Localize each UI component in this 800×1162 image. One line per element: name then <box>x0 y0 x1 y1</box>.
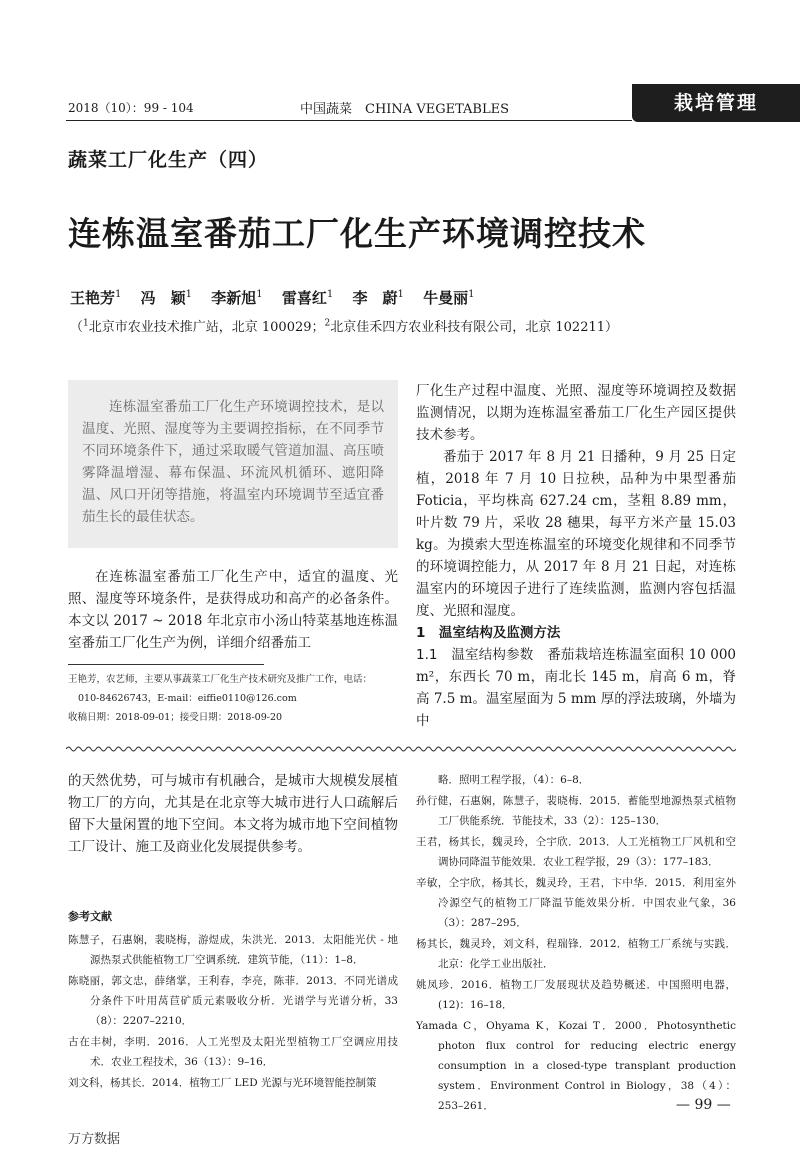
previous-article-tail <box>68 770 398 858</box>
author: 冯 颖$^1$ <box>140 289 193 307</box>
source-watermark: 万方数据 <box>68 1132 121 1147</box>
reference-item: 孙行健，石惠娴，陈慧子，裴晓梅．2015．蓄能型地源热泵式植物工厂供能系统．节能技术，33（2）：125–130． <box>416 795 736 827</box>
reference-item: 陈晓丽，郭文忠，薛绪掌，王利春，李亮，陈菲．2013．不同光谱成分条件下叶用莴苣矿质元素吸收分析．光谱学与光谱分析，33（8）：2207–2210． <box>68 975 398 1027</box>
right-column <box>416 380 736 732</box>
intro-continued: 厂化生产过程中温度、光照、湿度等环境调控及数据监测情况，以期为连栋温室番茄工厂化生产园区提供技术参考。 <box>416 383 736 443</box>
subsection-paragraph: 1.1 温室结构参数 番茄栽培连栋温室面积 10 000 m²，东西长 70 m，南北长 145 m，肩高 6 m，脊高 7.5 m。温室屋面为 5 mm 厚的浮法玻璃，外墙为中 <box>416 647 737 729</box>
wavy-separator <box>66 745 736 753</box>
article-title: 连栋温室番茄工厂化生产环境调控技术 <box>68 214 646 253</box>
reference-item: 辛敏，仝宇欣，杨其长，魏灵玲，王君，卞中华．2015．利用室外冷源空气的植物工厂降温节能效果分析．中国农业气象，36（3）：287–295． <box>416 877 736 929</box>
author-list <box>70 287 489 308</box>
intro-paragraph: 在连栋温室番茄工厂化生产中，适宜的温度、光照、湿度等环境条件，是获得成功和高产的必备条件。本文以 2017 ~ 2018 年北京市小汤山特菜基地连栋温室番茄工厂化生产为例，详细介绍番茄工 <box>68 569 398 651</box>
header-rule <box>66 120 632 121</box>
references-right <box>416 770 736 1117</box>
author: 李新旭$^1$ <box>211 289 263 307</box>
footnote-contact: 010-84626743，E-mail：eiffie0110@126.com <box>78 693 297 704</box>
footnote-dates: 收稿日期：2018-09-01；接受日期：2018-09-20 <box>68 712 283 723</box>
author: 王艳芳$^1$ <box>70 289 122 307</box>
reference-item: 姚凤珍．2016．植物工厂发展现状及趋势概述．中国照明电器，(12)：16–18． <box>416 979 736 1011</box>
citation-info: 2018（10）：99 - 104 <box>68 101 194 115</box>
reference-item: 略．照明工程学报，（4）：6–8． <box>438 774 590 786</box>
reference-item: 王君，杨其长，魏灵玲，仝宇欣．2013．人工光植物工厂风机和空调协同降温节能效果．农业工程学报，29（3）：177–183． <box>416 836 736 868</box>
reference-item: 杨其长，魏灵玲，刘文科，程瑞锋．2012．植物工厂系统与实践．北京：化学工业出版社． <box>416 938 736 970</box>
reference-item: Yamada C，Ohyama K，Kozai T．2000．Photosynthetic photon flux control for reducing electric energy consumption in a closed-type transplant production system．Environment Control in Biology，38（4）：253–261． <box>416 1020 736 1112</box>
references-heading: 参考文献 <box>68 910 112 923</box>
subsection-heading: 1.1 温室结构参数 <box>416 647 534 663</box>
section-heading: 1 温室结构及监测方法 <box>416 625 561 641</box>
journal-name: 中国蔬菜 CHINA VEGETABLES <box>300 102 509 117</box>
author: 李 蔚$^1$ <box>352 289 404 307</box>
series-title: 蔬菜工厂化生产（四） <box>68 149 269 171</box>
reference-item: 陈慧子，石惠娴，裴晓梅，游煜成，朱洪光．2013．太阳能光伏 - 地源热泵式供能植物工厂空调系统．建筑节能，（11）：1–8． <box>68 934 398 966</box>
cultivation-paragraph: 番茄于 2017 年 8 月 21 日播种，9 月 25 日定植，2018 年 7 月 10 日拉秧，品种为中果型番茄 Foticia，平均株高 627.24 cm，茎粗 8.89 mm，叶片数 79 片，采收 28 穗果，每平方米产量 15.03 kg。为摸索大型连栋温室的环境变化规律和不同季节的环境调控能力，从 2017 年 8 月 21 日起，对连栋温室内的环境因子进行了连续监测，监测内容包括温度、光照和湿度。 <box>416 449 736 619</box>
reference-item: 古在丰树，李明．2016．人工光型及太阳光型植物工厂空调应用技术．农业工程技术，36（13）：9–16． <box>68 1036 398 1068</box>
tail-paragraph: 的天然优势，可与城市有机融合，是城市大规模发展植物工厂的方向，尤其是在北京等大城市进行人口疏解后留下大量闲置的地下空间。本文将为城市地下空间植物工厂设计、施工及商业化发展提供参考。 <box>68 773 398 855</box>
author-footnote <box>68 670 398 727</box>
page-number: — 99 — <box>676 1097 731 1113</box>
abstract-box: 连栋温室番茄工厂化生产环境调控技术，是以温度、光照、湿度等为主要调控指标，在不同季节不同环境条件下，通过采取暖气管道加温、高压喷雾降温增湿、幕布保温、环流风机循环、遮阳降温、风口开闭等措施，将温室内环境调节至适宜番茄生长的最佳状态。 <box>68 380 398 548</box>
section-tag: 栽培管理 <box>632 84 800 122</box>
footnote-bio: 王艳芳，农艺师，主要从事蔬菜工厂化生产技术研究及推广工作，电话： <box>68 674 373 685</box>
author: 雷喜红$^1$ <box>281 289 334 307</box>
reference-item: 刘文科，杨其长．2014．植物工厂 LED 光源与光环境智能控制策 <box>68 1077 377 1089</box>
footnote-rule <box>68 664 264 665</box>
intro-left-column <box>68 566 398 654</box>
affiliations: （$^1$北京市农业技术推广站，北京 100029；$^2$北京佳禾四方农业科技有限公司，北京 102211） <box>70 318 619 335</box>
author: 牛曼丽$^1$ <box>423 289 475 307</box>
references-left <box>68 930 398 1094</box>
